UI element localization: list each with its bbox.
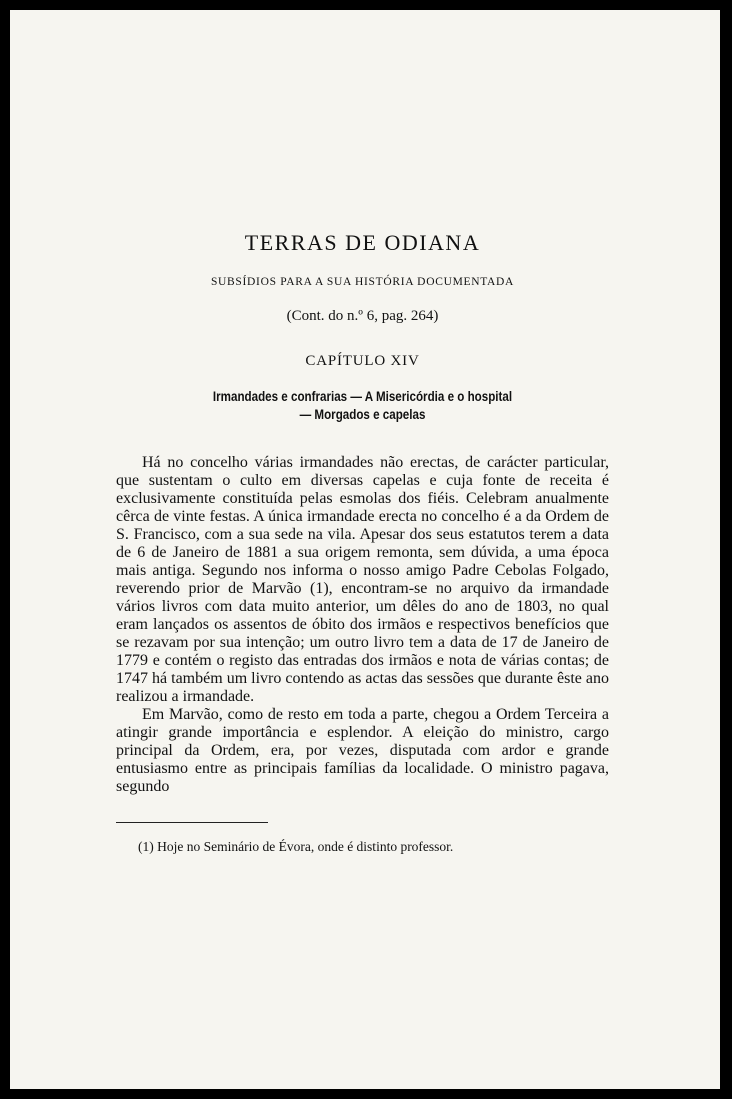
chapter-subtitle	[151, 388, 575, 424]
footnote-divider	[116, 822, 268, 823]
page-content	[116, 230, 609, 855]
article-subtitle: SUBSÍDIOS PARA A SUA HISTÓRIA DOCUMENTADA	[210, 276, 515, 288]
footnote: (1) Hoje no Seminário de Évora, onde é distinto professor.	[138, 839, 454, 854]
body-paragraph-1: Há no concelho várias irmandades não erectas, de carácter particular, que sustentam o culto em diversas capelas e cuja fonte de receita é exclusivamente constituída pelas esmolas dos fiéis. Celebram anualmente cêrca de vinte festas. A única irmandade erecta no concelho é a da Ordem de S. Francisco, com a sua sede na vila. Apesar dos seus estatutos terem a data de 6 de Janeiro de 1881 a sua origem remonta, sem dúvida, a uma época mais antiga. Segundo nos informa o nosso amigo Padre Cebolas Folgado, reverendo prior de Marvão (1), encontram-se no arquivo da irmandade vários livros com data muito anterior, um dêles do ano de 1803, no qual eram lançados os assentos de óbito dos irmãos e respectivos benefícios que se rezavam por sua intenção; um outro livro tem a data de 17 de Janeiro de 1779 e contém o registo das entradas dos irmãos e nota de várias contas; de 1747 há também um livro contendo as actas das sessões que durante êste ano realizou a irmandade.	[116, 454, 609, 705]
document-page	[10, 10, 720, 1089]
chapter-subtitle-line-1: Irmandades e confrarias — A Misericórdia e o hospital	[212, 389, 513, 404]
chapter-subtitle-line-2: — Morgados e capelas	[299, 407, 426, 422]
article-title: TERRAS DE ODIANA	[244, 230, 481, 255]
chapter-heading: CAPÍTULO XIV	[305, 353, 420, 369]
body-paragraph-2: Em Marvão, como de resto em toda a parte, chegou a Ordem Terceira a atingir grande importância e esplendor. A eleição do ministro, cargo principal da Ordem, era, por vezes, disputada com ardor e grande entusiasmo entre as principais famílias da localidade. O ministro pagava, segundo	[116, 706, 609, 795]
continuation-note: (Cont. do n.º 6, pag. 264)	[286, 308, 439, 324]
